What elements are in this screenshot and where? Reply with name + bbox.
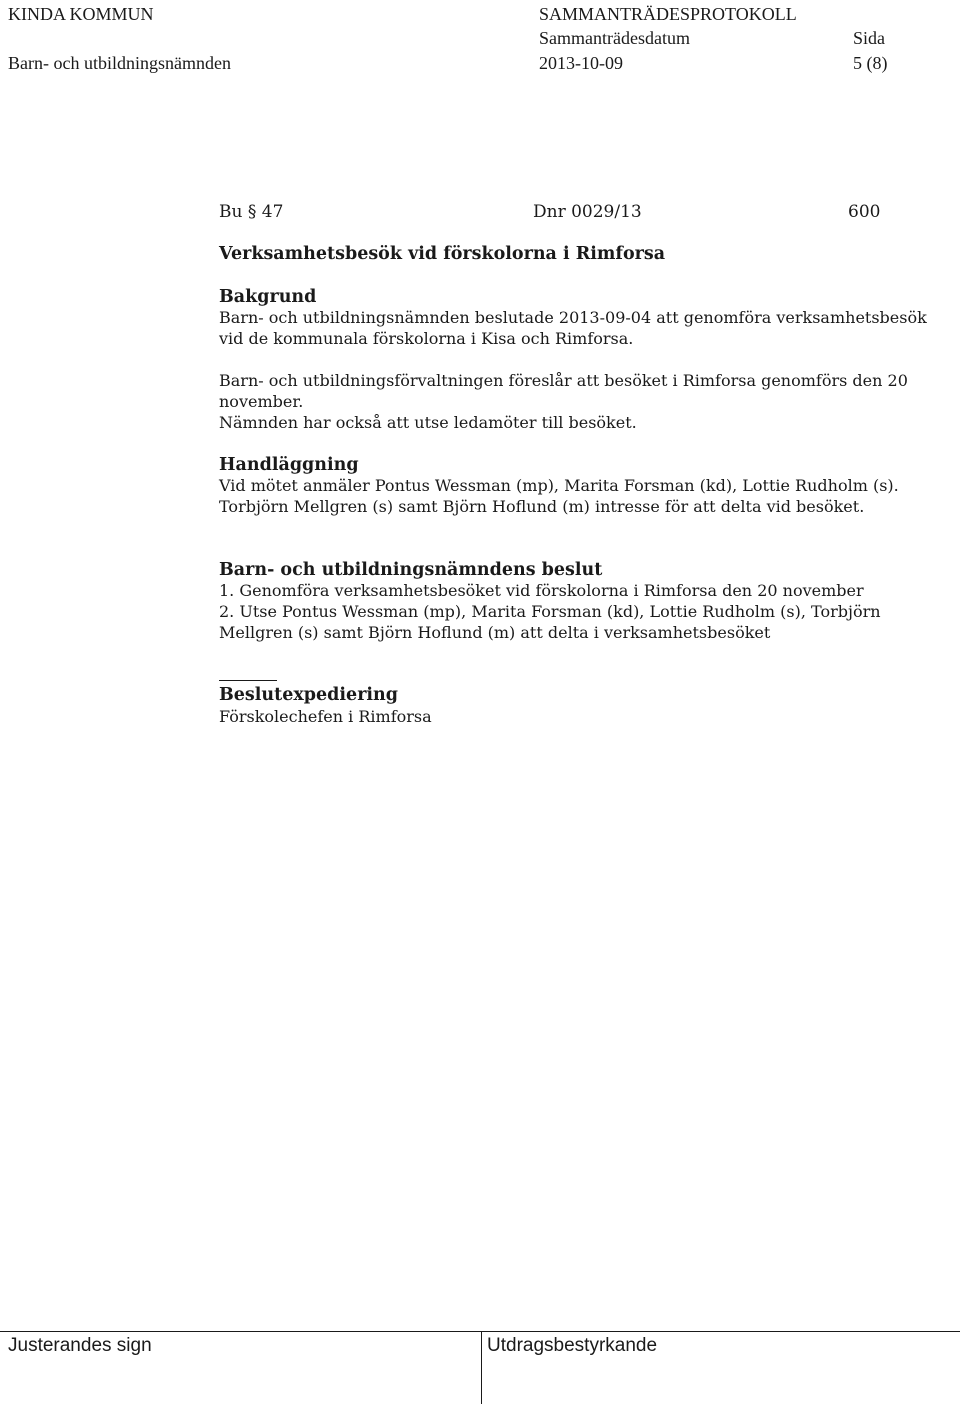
background-line: Barn- och utbildningsnämnden beslutade 2013-09-04 att genomföra verksamhetsbesök bbox=[219, 308, 927, 327]
committee-name: Barn- och utbildningsnämnden bbox=[8, 53, 231, 73]
certification-field-label: Utdragsbestyrkande bbox=[487, 1335, 658, 1356]
case-title: Verksamhetsbesök vid förskolorna i Rimforsa bbox=[219, 244, 666, 264]
background-line: vid de kommunala förskolorna i Kisa och Rimforsa. bbox=[219, 329, 634, 348]
page-number: 5 (8) bbox=[853, 53, 888, 73]
page-label: Sida bbox=[853, 28, 886, 48]
decision-heading: Barn- och utbildningsnämndens beslut bbox=[219, 560, 603, 580]
dispatch-heading: Beslutexpediering bbox=[219, 685, 399, 705]
decision-item: Mellgren (s) samt Björn Hoflund (m) att delta i verksamhetsbesöket bbox=[219, 623, 771, 642]
decision-item: 1. Genomföra verksamhetsbesöket vid förskolorna i Rimforsa den 20 november bbox=[219, 581, 864, 600]
municipality-name: KINDA KOMMUN bbox=[8, 4, 154, 24]
diary-number: Dnr 0029/13 bbox=[533, 202, 642, 222]
background-line: november. bbox=[219, 392, 304, 411]
background-heading: Bakgrund bbox=[219, 287, 317, 307]
paragraph-number: Bu § 47 bbox=[219, 202, 284, 222]
separator-rule bbox=[219, 680, 277, 681]
signature-field-label: Justerandes sign bbox=[8, 1335, 152, 1356]
document-type: SAMMANTRÄDESPROTOKOLL bbox=[539, 4, 797, 24]
meeting-date-label: Sammanträdesdatum bbox=[539, 28, 690, 48]
decision-item: 2. Utse Pontus Wessman (mp), Marita Forsman (kd), Lottie Rudholm (s), Torbjörn bbox=[219, 602, 881, 621]
background-line: Nämnden har också att utse ledamöter till besöket. bbox=[219, 413, 637, 432]
handling-line: Torbjörn Mellgren (s) samt Björn Hoflund (m) intresse för att delta vid besöket. bbox=[219, 497, 865, 516]
handling-line: Vid mötet anmäler Pontus Wessman (mp), Marita Forsman (kd), Lottie Rudholm (s). bbox=[219, 476, 899, 495]
handling-heading: Handläggning bbox=[219, 455, 359, 475]
footer-divider bbox=[481, 1331, 482, 1404]
dispatch-recipient: Förskolechefen i Rimforsa bbox=[219, 707, 432, 726]
background-line: Barn- och utbildningsförvaltningen föreslår att besöket i Rimforsa genomförs den 20 bbox=[219, 371, 908, 390]
case-code: 600 bbox=[848, 202, 881, 222]
meeting-date-value: 2013-10-09 bbox=[539, 53, 623, 73]
